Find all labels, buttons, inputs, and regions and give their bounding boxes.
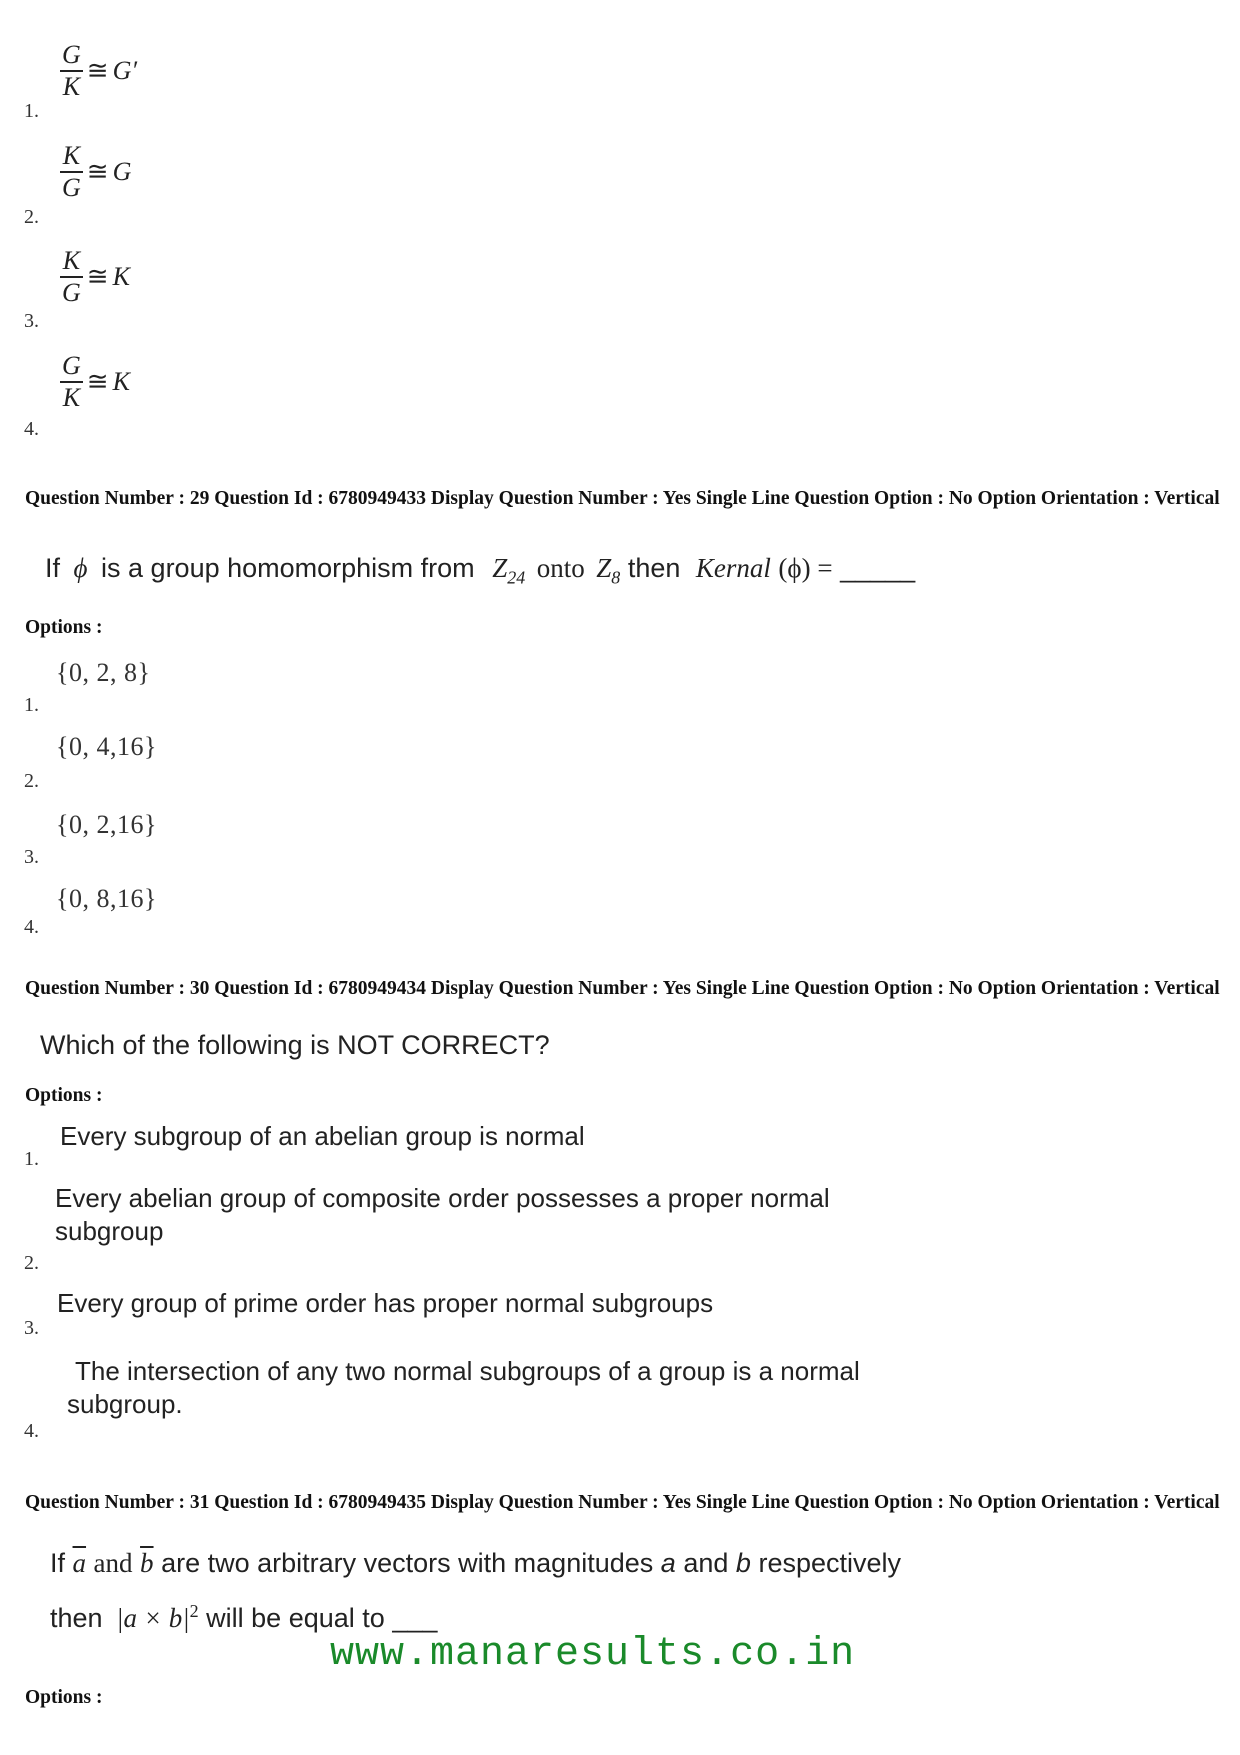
watermark: www.manaresults.co.in <box>330 1632 856 1677</box>
q29-stem: If ϕ is a group homomorphism from $Z_{24}$ onto $Z_8$ then Kernal (ϕ) = _____ <box>45 553 916 588</box>
q31-meta: Question Number : 31 Question Id : 6780949435 Display Question Number : Yes Single Line Question Option : No Option Orientation : Vertical <box>25 1492 1220 1513</box>
q30-meta: Question Number : 30 Question Id : 6780949434 Display Question Number : Yes Single Line Question Option : No Option Orientation : Vertical <box>25 978 1220 999</box>
q30-stem: Which of the following is NOT CORRECT? <box>40 1030 550 1060</box>
q31-options-label: Options : <box>25 1687 103 1708</box>
q31-stem-line1: If $\overline{a}$ and $\overline{b}$ are two arbitrary vectors with magnitudes a and b respectively <box>50 1548 902 1578</box>
q31-stem-line2: then $|a \times b|^2$ will be equal to ___ <box>50 1601 438 1633</box>
q29-meta: Question Number : 29 Question Id : 6780949433 Display Question Number : Yes Single Line Question Option : No Option Orientation : Vertical <box>25 488 1220 509</box>
q30-options-label: Options : <box>25 1085 103 1106</box>
q29-options-label: Options : <box>25 617 103 638</box>
